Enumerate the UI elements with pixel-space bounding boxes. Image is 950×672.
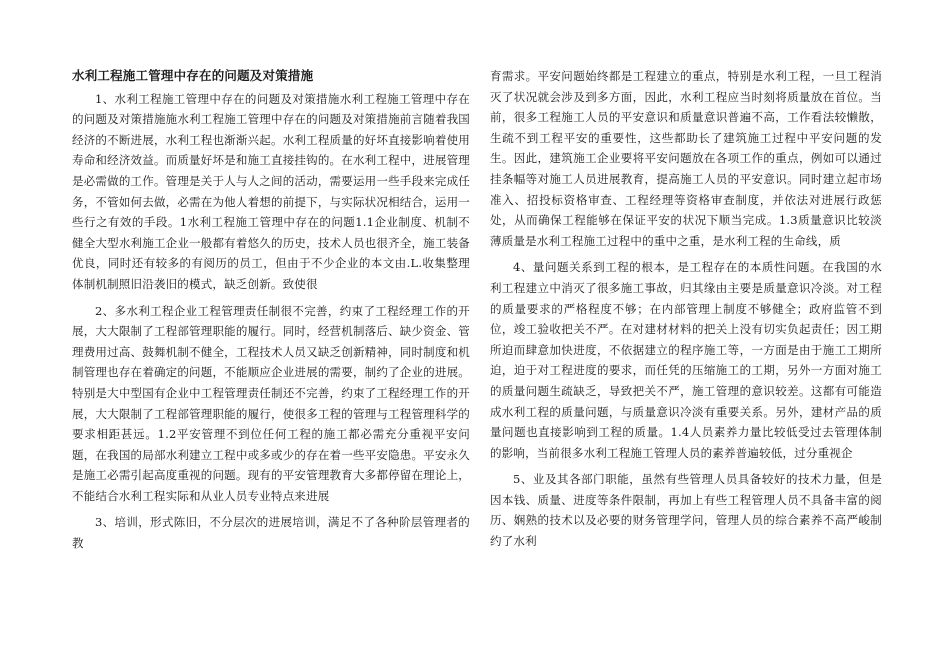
left-column	[72, 66, 470, 560]
paragraph-3: 3、培训，形式陈旧，不分层次的进展培训，满足不了各种阶层管理者的教	[72, 515, 470, 551]
right-column	[490, 66, 882, 558]
paragraph-3-continued: 育需求。平安问题始终都是工程建立的重点，特别是水利工程，一旦工程消灭了状况就会涉及到多方面，因此，水利工程应当时刻将质量放在首位。当前，很多工程施工人员的平安意识和质量意识普遍不高，工作看法较懒散，生疏不到工程平安的重要性，这些都助长了建筑施工过程中平安问题的发生。因此，建筑施工企业要将平安问题放在各项工作的重点，例如可以通过挂条幅等对施工人员进展教育，提高施工人员的平安意识。同时建立起市场准入、招投标资格审查、工程经理等资格审查制度，并依法对进展行政惩处，从而确保工程能够在保证平安的状况下顺当完成。1.3质量意识比较淡薄质量是水利工程施工过程中的重中之重，是水利工程的生命线，质	[490, 69, 882, 248]
paragraph-4: 4、量问题关系到工程的根本，是工程存在的本质性问题。在我国的水利工程建立中消灭了很多施工事故，归其缘由主要是质量意识冷淡。对工程的质量要求的严格程度不够；在内部管理上制度不够健全；政府监管不到位，竣工验收把关不严。在对建材材料的把关上没有切实负起责任；因工期所迫而肆意加快进度，不依据建立的程序施工等，一方面是由于施工工期所迫，迫于对工程进度的要求，而任凭的压缩施工的工期，另外一方面对施工的质量问题生疏缺乏，导致把关不严，施工管理的意识较差。这都有可能造成水利工程的质量问题，与质量意识冷淡有重要关系。另外，建材产品的质量问题也直接影响到工程的质量。1.4人员素养力量比较低受过去管理体制的影响，当前很多水利工程施工管理人员的素养普遍较低，过分重视企	[490, 260, 882, 460]
document-title: 水利工程施工管理中存在的问题及对策措施	[72, 68, 314, 83]
paragraph-2: 2、多水利工程企业工程管理责任制很不完善，约束了工程经理工作的开展，大大限制了工程部管理职能的履行。同时，经营机制落后、缺少资金、管理费用过高、鼓舞机制不健全，工程技术人员又缺乏创新精神，同时制度和机制管理也存在着确定的问题，不能顺应企业进展的需要，制约了企业的进展。特别是大中型国有企业中工程管理责任制还不完善，约束了工程经理工作的开展，大大限制了工程部管理职能的履行，使很多工程的管理与工程管理科学的要求相距甚远。1.2平安管理不到位任何工程的施工都必需充分重视平安问题，在我国的局部水利建立工程中或多或少的存在着一些平安隐患。平安永久是施工必需引起高度重视的问题。现有的平安管理教育大多都停留在理论上，不能结合水利工程实际和从业人员专业特点来进展	[72, 303, 470, 503]
paragraph-5: 5、业及其各部门职能，虽然有些管理人员具备较好的技术力量，但是因本钱、质量、进度等条件限制，再加上有些工程管理人员不具备丰富的阅历、娴熟的技术以及必要的财务管理学问，管理人员的综合素养不高严峻制约了水利	[490, 472, 882, 549]
paragraph-1: 1、水利工程施工管理中存在的问题及对策措施水利工程施工管理中存在的问题及对策措施施水利工程施工管理中存在的问题及对策措施前言随着我国经济的不断进展，水利工程也渐渐兴起。水利工程质量的好坏直接影响着使用寿命和经济效益。而质量好坏是和施工直接挂钩的。在水利工程中，进展管理是必需做的工作。管理是关于人与人之间的活动，需要运用一些手段来完成任务，不管如何去做，必需在为他人着想的前提下，与实际状况相结合，运用一些行之有效的手段。1水利工程施工管理中存在的问题1.1企业制度、机制不健全大型水利施工企业一般都有着悠久的历史，技术人员也很齐全，施工装备优良，同时还有较多的有阅历的员工，但由于不少企业的本文由.L.收集整理体制机制照旧沿袭旧的模式，缺乏创新。致使很	[72, 91, 470, 291]
